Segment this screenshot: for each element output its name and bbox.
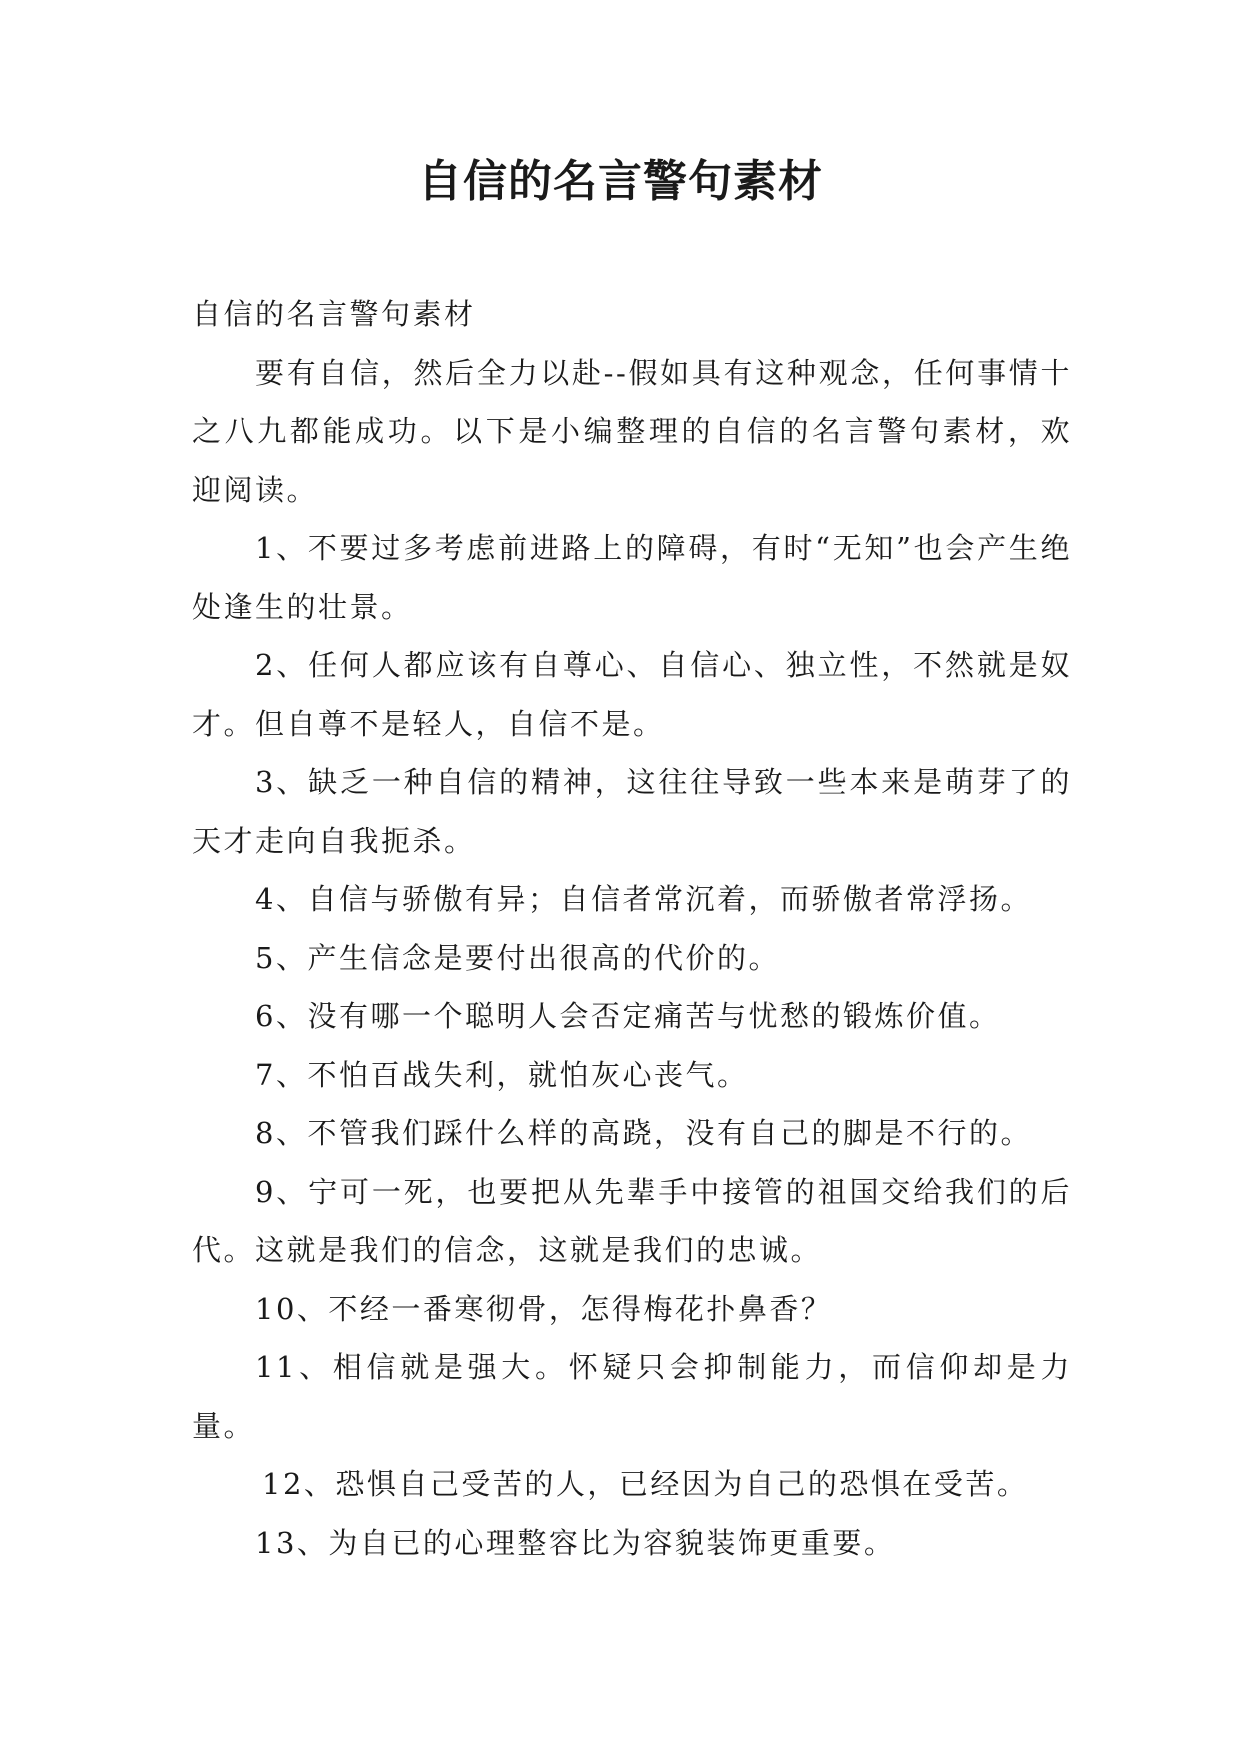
quote-item: 11、相信就是强大。怀疑只会抑制能力，而信仰却是力量。 — [192, 1350, 1072, 1443]
body-heading: 自信的名言警句素材 — [192, 297, 476, 331]
quote-item: 7、不怕百战失利，就怕灰心丧气。 — [255, 1057, 749, 1092]
quote-item: 1、不要过多考虑前进路上的障碍，有时“无知”也会产生绝处逢生的壮景。 — [192, 531, 1072, 624]
quote-item: 13、为自已的心理整容比为容貌装饰更重要。 — [255, 1525, 896, 1560]
document-body — [192, 285, 1072, 1572]
quote-item: 5、产生信念是要付出很高的代价的。 — [255, 940, 780, 975]
quote-item: 10、不经一番寒彻骨，怎得梅花扑鼻香？ — [255, 1291, 833, 1326]
quote-item: 6、没有哪一个聪明人会否定痛苦与忧愁的锻炼价值。 — [255, 999, 1001, 1033]
quote-item: 9、宁可一死，也要把从先辈手中接管的祖国交给我们的后代。这就是我们的信念，这就是我们的忠诚。 — [192, 1174, 1072, 1267]
document-title: 自信的名言警句素材 — [418, 156, 823, 207]
intro-paragraph: 要有自信，然后全力以赴--假如具有这种观念，任何事情十之八九都能成功。以下是小编整理的自信的名言警句素材，欢迎阅读。 — [192, 355, 1072, 507]
quote-item: 3、缺乏一种自信的精神，这往往导致一些本来是萌芽了的天才走向自我扼杀。 — [192, 765, 1072, 858]
quote-item: 8、不管我们踩什么样的高跷，没有自己的脚是不行的。 — [255, 1116, 1032, 1150]
quote-item: 12、恐惧自己受苦的人，已经因为自己的恐惧在受苦。 — [262, 1467, 1029, 1501]
quote-item: 2、任何人都应该有自尊心、自信心、独立性，不然就是奴才。但自尊不是轻人，自信不是。 — [192, 648, 1072, 741]
quote-item: 4、自信与骄傲有异；自信者常沉着，而骄傲者常浮扬。 — [255, 882, 1032, 916]
